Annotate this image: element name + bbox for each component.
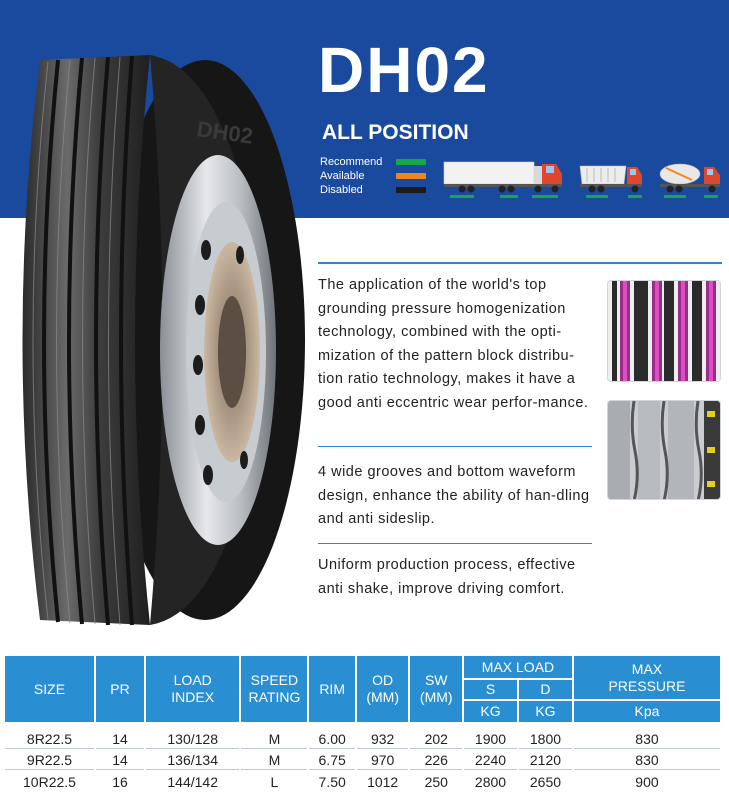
legend-available — [320, 169, 426, 183]
col-load-dual: D — [519, 680, 572, 699]
tire-image — [0, 40, 310, 630]
col-max-pressure: MAX PRESSURE — [574, 656, 720, 699]
col-load-index: LOAD INDEX — [146, 656, 239, 722]
cell-load-index: 130/128 — [146, 724, 239, 749]
cell-load-s: 2240 — [464, 751, 517, 770]
description-text: Uniform production process, effective anti shake, improve driving comfort. — [318, 557, 576, 597]
cell-load-s: 1900 — [464, 724, 517, 749]
divider-top — [318, 262, 722, 264]
description-grooves — [318, 461, 590, 532]
legend-disabled — [320, 183, 426, 197]
cell-pressure: 830 — [574, 724, 720, 749]
cell-od: 970 — [357, 751, 409, 770]
col-speed-rating: SPEED RATING — [241, 656, 307, 722]
recommend-color-bar — [396, 159, 426, 165]
cell-size: 9R22.5 — [5, 751, 94, 770]
divider-middle — [318, 446, 592, 447]
mixer-truck-icon — [660, 164, 720, 198]
legend-label: Disabled — [320, 184, 363, 196]
cell-size: 10R22.5 — [23, 773, 76, 790]
table-row — [5, 751, 720, 770]
semi-trailer-truck-icon — [444, 162, 562, 198]
description-grounding — [318, 274, 590, 415]
cell-sw: 202 — [410, 724, 462, 749]
unit-kg-single: KG — [464, 701, 517, 722]
unit-kg-dual: KG — [519, 701, 572, 722]
cell-rim: 7.50 — [318, 773, 346, 790]
product-title: DH02 — [318, 34, 490, 106]
cell-load-index: 144/142 — [167, 773, 218, 790]
cell-pr: 14 — [96, 751, 144, 770]
dump-truck-icon — [580, 166, 642, 198]
cell-pressure: 900 — [635, 773, 659, 790]
divider-lower — [318, 543, 592, 544]
cell-od: 932 — [357, 724, 409, 749]
cell-load-d: 2650 — [529, 773, 562, 790]
disabled-color-bar — [396, 187, 426, 193]
table-row — [5, 772, 720, 791]
description-text: 4 wide grooves and bottom waveform design, enhance the ability of han-dling and anti sideslip. — [318, 464, 590, 527]
col-od: OD (MM) — [357, 656, 409, 722]
cell-od: 1012 — [367, 773, 399, 790]
cell-pressure: 830 — [574, 751, 720, 770]
usage-legend — [320, 155, 426, 197]
product-subtitle: ALL POSITION — [322, 121, 469, 144]
cell-load-d: 1800 — [519, 724, 572, 749]
col-load-single: S — [464, 680, 517, 699]
cell-pr: 16 — [112, 773, 128, 790]
truck-icons — [442, 156, 724, 202]
cell-speed: M — [241, 724, 307, 749]
cell-sw: 250 — [424, 773, 448, 790]
cell-rim: 6.00 — [309, 724, 354, 749]
cell-speed: L — [270, 773, 279, 790]
tread-groove-image — [607, 400, 721, 500]
col-sw: SW (MM) — [410, 656, 462, 722]
description-production — [318, 554, 590, 601]
legend-label: Recommend — [320, 156, 383, 168]
col-max-load: MAX LOAD — [464, 656, 572, 678]
cell-sw: 226 — [410, 751, 462, 770]
col-pr: PR — [96, 656, 144, 722]
cell-size: 8R22.5 — [5, 724, 94, 749]
legend-label: Available — [320, 170, 365, 182]
spec-table — [3, 654, 722, 793]
col-size: SIZE — [5, 656, 94, 722]
description-text: The application of the world's top grounding pressure homogenization technology, combined with the opti-mization of the pattern block distribu-tion ratio technology, makes it have a good anti eccentric wear perfor-mance. — [318, 277, 589, 411]
cell-pr: 14 — [96, 724, 144, 749]
pressure-distribution-image — [607, 280, 721, 382]
table-row — [5, 724, 720, 749]
legend-recommend — [320, 155, 426, 169]
unit-kpa: Kpa — [574, 701, 720, 722]
cell-load-s: 2800 — [474, 773, 507, 790]
cell-load-d: 2120 — [519, 751, 572, 770]
sidewall-label: DH02 — [195, 116, 255, 149]
cell-rim: 6.75 — [309, 751, 354, 770]
available-color-bar — [396, 173, 426, 179]
col-rim: RIM — [309, 656, 354, 722]
cell-speed: M — [241, 751, 307, 770]
cell-load-index: 136/134 — [146, 751, 239, 770]
